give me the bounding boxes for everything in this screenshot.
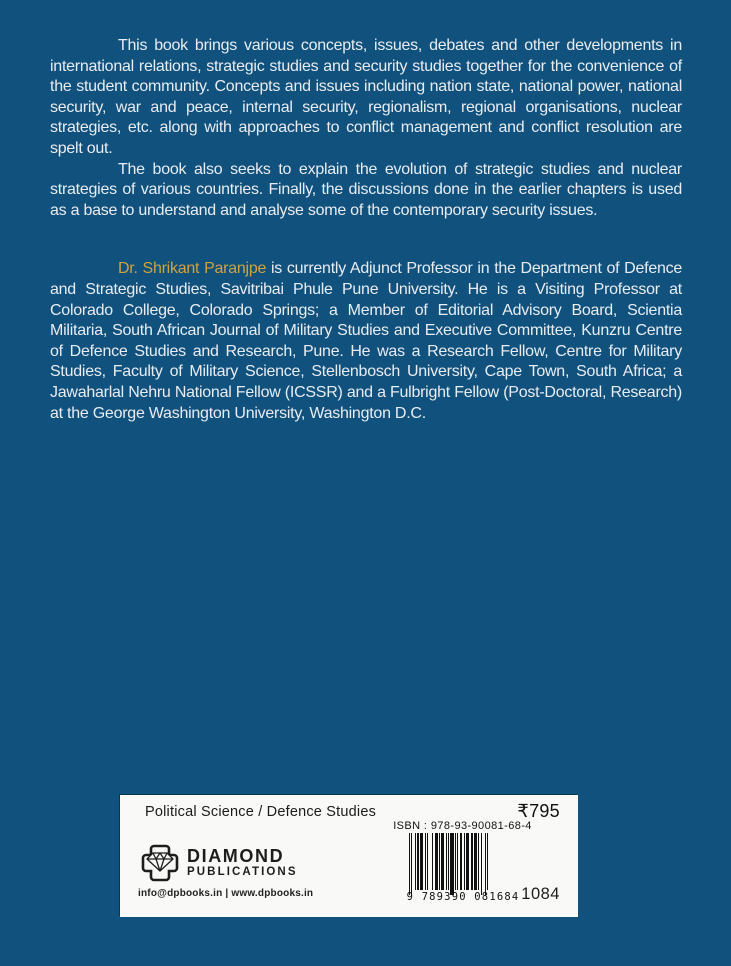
stock-number: 1084	[521, 885, 560, 903]
publisher-contact: info@dpbooks.in | www.dpbooks.in	[138, 888, 314, 899]
author-bio-text: is currently Adjunct Professor in the Department of Defence and Strategic Studies, Savitribai Phule Pune University. He is a Visiting Professor at Colorado College, Colorado Springs; a Member of Editorial Advisory Board, Scientia Militaria, South African Journal of Military Studies and Executive Committee, Kunzru Centre of Defence Studies and Research, Pune. He was a Research Fellow, Centre for Military Studies, Faculty of Military Science, Stellenbosch University, Cape Town, South Africa; a Jawaharlal Nehru National Fellow (ICSSR) and a Fulbright Fellow (Post-Doctoral, Research) at the George Washington University, Washington D.C.	[50, 260, 683, 422]
author-bio	[50, 259, 682, 424]
synopsis-paragraph-1: This book brings various concepts, issues, debates and other developments in international relations, strategic studies and security studies together for the convenience of the student community. Concepts and issues including nation state, national power, national security, war and peace, internal security, regionalism, regional organisations, nuclear strategies, etc. along with approaches to conflict management and conflict resolution are spelt out.	[50, 37, 682, 157]
publisher-info-panel	[120, 795, 578, 917]
publisher-subtitle: PUBLICATIONS	[187, 866, 298, 879]
isbn-label: ISBN : 978-93-90081-68-4	[393, 820, 532, 832]
back-cover-text	[50, 36, 682, 424]
category-label: Political Science / Defence Studies	[145, 804, 377, 820]
author-name: Dr. Shrikant Paranjpe	[118, 260, 267, 278]
barcode-bars	[409, 833, 517, 890]
publisher-name: DIAMOND	[187, 846, 285, 867]
publisher-wordmark	[187, 847, 298, 879]
barcode-digits: 9 789390 081684	[406, 891, 520, 903]
publisher-logo	[140, 843, 298, 883]
isbn-barcode	[397, 833, 529, 903]
synopsis-paragraph-2: The book also seeks to explain the evolution of strategic studies and nuclear strategies of various countries. Finally, the discussions done in the earlier chapters is used as a base to understand and analyse some of the contemporary security issues.	[50, 160, 682, 219]
price-label: ₹795	[517, 801, 560, 821]
diamond-logo-icon	[140, 843, 180, 883]
